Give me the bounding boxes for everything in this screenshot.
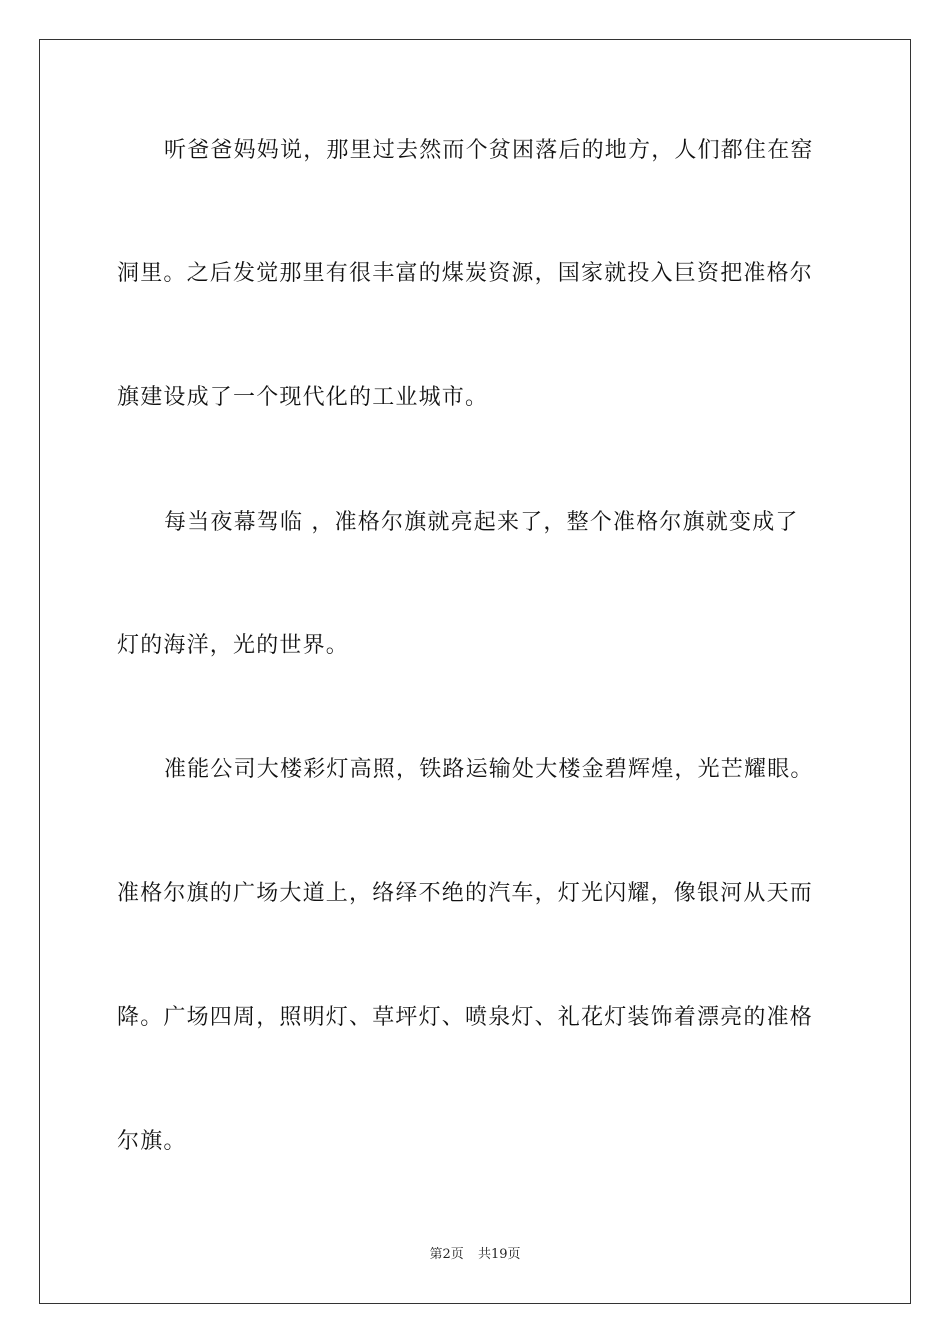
paragraph-3-line-4: 尔旗。 — [117, 1129, 187, 1154]
page-border — [39, 39, 911, 1304]
paragraph-1-line-1: 听爸爸妈妈说，那里过去然而个贫困落后的地方，人们都住在窑 — [164, 138, 814, 163]
page-total: 共19页 — [477, 1247, 521, 1262]
paragraph-3-line-2: 准格尔旗的广场大道上，络绎不绝的汽车，灯光闪耀，像银河从天而 — [117, 881, 814, 906]
page-number: 第2页 — [429, 1247, 464, 1262]
paragraph-2-line-1: 每当夜幕驾临 ，准格尔旗就亮起来了，整个准格尔旗就变成了 — [164, 510, 799, 535]
page-footer — [0, 1246, 950, 1264]
paragraph-3-line-1: 准能公司大楼彩灯高照，铁路运输处大楼金碧辉煌，光芒耀眼。 — [164, 757, 814, 782]
paragraph-1-line-2: 洞里。之后发觉那里有很丰富的煤炭资源，国家就投入巨资把准格尔 — [117, 261, 814, 286]
paragraph-1-line-3: 旗建设成了一个现代化的工业城市。 — [117, 385, 489, 410]
paragraph-2-line-2: 灯的海洋，光的世界。 — [117, 633, 350, 658]
paragraph-3-line-3: 降。广场四周，照明灯、草坪灯、喷泉灯、礼花灯装饰着漂亮的准格 — [117, 1005, 814, 1030]
